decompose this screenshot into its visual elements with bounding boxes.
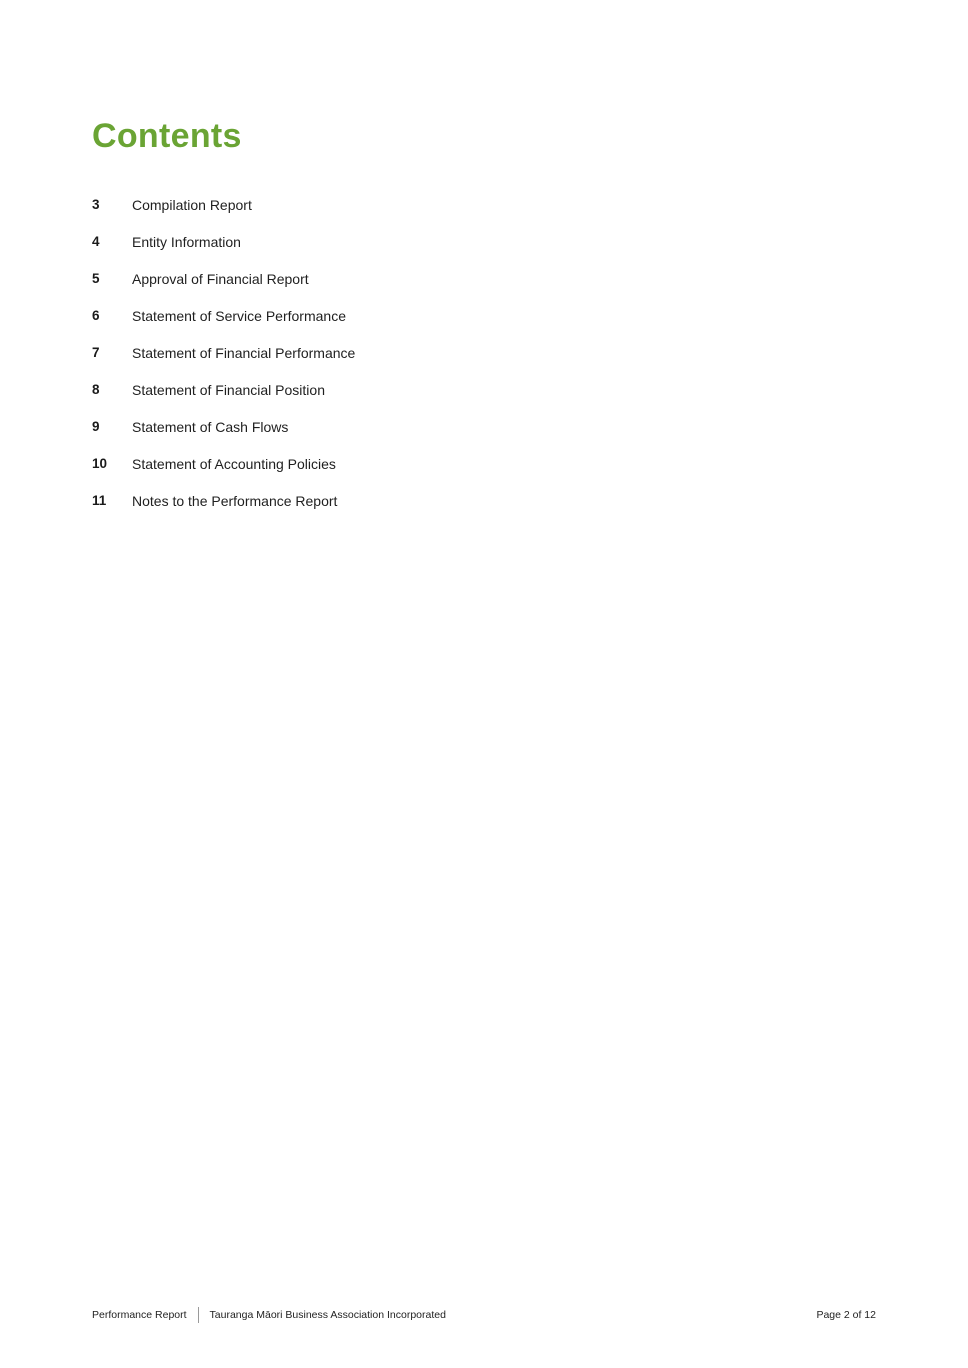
toc-entry[interactable] bbox=[92, 186, 512, 223]
toc-page-number: 8 bbox=[92, 382, 100, 397]
page-title: Contents bbox=[92, 117, 242, 155]
toc-entry-label: Statement of Financial Position bbox=[132, 381, 325, 398]
page-footer bbox=[92, 1305, 876, 1325]
footer-report-name: Performance Report bbox=[92, 1309, 187, 1321]
toc-page-number: 5 bbox=[92, 271, 100, 286]
toc-page-number: 3 bbox=[92, 197, 100, 212]
table-of-contents bbox=[92, 186, 512, 519]
toc-page-number: 11 bbox=[92, 493, 107, 508]
toc-entry-label: Approval of Financial Report bbox=[132, 270, 309, 287]
toc-entry-label: Notes to the Performance Report bbox=[132, 492, 338, 509]
toc-page-number: 7 bbox=[92, 345, 100, 360]
toc-page-number: 10 bbox=[92, 456, 108, 471]
toc-entry-label: Statement of Financial Performance bbox=[132, 344, 356, 361]
footer-page-indicator: Page 2 of 12 bbox=[816, 1309, 876, 1321]
footer-organisation: Tauranga Māori Business Association Incorporated bbox=[209, 1309, 446, 1321]
toc-entry-label: Entity Information bbox=[132, 233, 241, 250]
toc-page-number: 6 bbox=[92, 308, 100, 323]
toc-entry[interactable] bbox=[92, 223, 512, 260]
toc-entry-label: Statement of Accounting Policies bbox=[132, 455, 336, 472]
toc-entry[interactable] bbox=[92, 408, 512, 445]
toc-entry-label: Compilation Report bbox=[132, 196, 252, 213]
toc-page-number: 9 bbox=[92, 419, 100, 434]
toc-entry-label: Statement of Service Performance bbox=[132, 307, 346, 324]
toc-entry[interactable] bbox=[92, 482, 512, 519]
footer-divider bbox=[198, 1307, 199, 1323]
toc-entry[interactable] bbox=[92, 445, 512, 482]
toc-entry-label: Statement of Cash Flows bbox=[132, 418, 289, 435]
toc-page-number: 4 bbox=[92, 234, 100, 249]
toc-entry[interactable] bbox=[92, 260, 512, 297]
toc-entry[interactable] bbox=[92, 297, 512, 334]
toc-entry[interactable] bbox=[92, 371, 512, 408]
toc-entry[interactable] bbox=[92, 334, 512, 371]
